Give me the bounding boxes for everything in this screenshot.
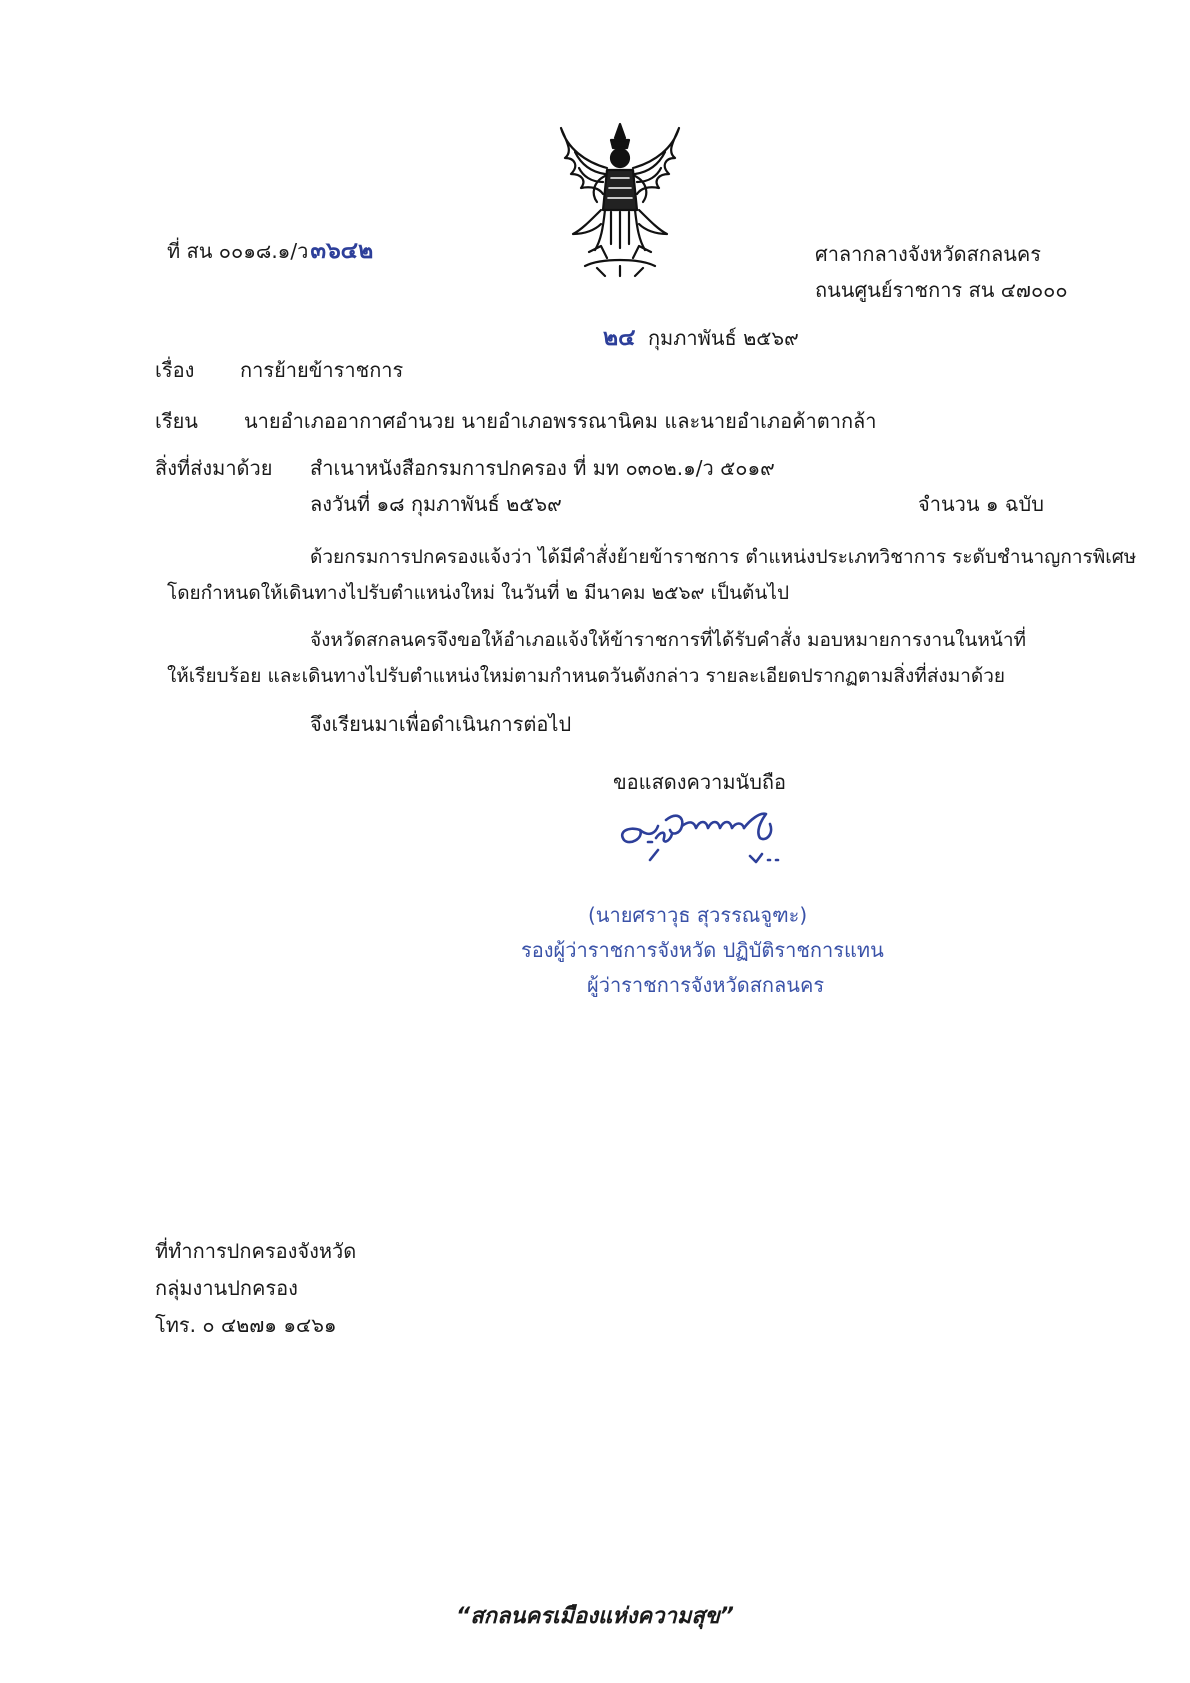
date-month-year: กุมภาพันธ์ ๒๕๖๙ (647, 326, 799, 350)
footer-group: กลุ่มงานปกครอง (155, 1276, 298, 1300)
signer-title-1: รองผู้ว่าราชการจังหวัด ปฏิบัติราชการแทน (521, 938, 884, 962)
enclosure-line2: ลงวันที่ ๑๘ กุมภาพันธ์ ๒๕๖๙ (310, 492, 562, 516)
footer-department: ที่ทำการปกครองจังหวัด (155, 1239, 357, 1263)
reference-prefix: ที่ สน ๐๐๑๘.๑/ว (167, 239, 309, 263)
enclosure-label: สิ่งที่ส่งมาด้วย (155, 456, 273, 480)
paragraph-1-line-1: ด้วยกรมการปกครองแจ้งว่า ได้มีคำสั่งย้ายข้าราชการ ตำแหน่งประเภทวิชาการ ระดับชำนาญการพิเศษ (310, 546, 1137, 568)
to-value: นายอำเภออากาศอำนวย นายอำเภอพรรณานิคม และนายอำเภอค้าตากล้า (244, 409, 877, 433)
garuda-emblem-icon (545, 118, 695, 278)
date-day-handwritten: ๒๔ (603, 324, 636, 351)
reference-number-handwritten: ๓๖๔๒ (310, 237, 374, 264)
enclosure-line1: สำเนาหนังสือกรมการปกครอง ที่ มท ๐๓๐๒.๑/ว ๕๐๑๙ (310, 456, 775, 480)
signer-name: (นายศราวุธ สุวรรณจูฑะ) (588, 903, 808, 927)
footer-phone: โทร. ๐ ๔๒๗๑ ๑๔๖๑ (155, 1313, 337, 1337)
enclosure-count: จำนวน ๑ ฉบับ (918, 492, 1044, 516)
reference-number (167, 238, 373, 264)
paragraph-2-line-2: ให้เรียบร้อย และเดินทางไปรับตำแหน่งใหม่ตามกำหนดวันดังกล่าว รายละเอียดปรากฏตามสิ่งที่ส่งมาด้วย (167, 665, 1006, 687)
handwritten-signature (610, 798, 820, 868)
paragraph-3: จึงเรียนมาเพื่อดำเนินการต่อไป (310, 712, 572, 736)
subject-value: การย้ายข้าราชการ (240, 358, 404, 382)
office-name: ศาลากลางจังหวัดสกลนคร (815, 242, 1042, 266)
to-label: เรียน (155, 409, 198, 433)
paragraph-1-line-2: โดยกำหนดให้เดินทางไปรับตำแหน่งใหม่ ในวันที่ ๒ มีนาคม ๒๕๖๙ เป็นต้นไป (167, 582, 789, 604)
office-address: ถนนศูนย์ราชการ สน ๔๗๐๐๐ (815, 278, 1068, 302)
signer-title-2: ผู้ว่าราชการจังหวัดสกลนคร (587, 973, 825, 997)
closing-salutation: ขอแสดงความนับถือ (613, 770, 787, 794)
paragraph-2-line-1: จังหวัดสกลนครจึงขอให้อำเภอแจ้งให้ข้าราชการที่ได้รับคำสั่ง มอบหมายการงานในหน้าที่ (310, 629, 1027, 651)
subject-label: เรื่อง (155, 358, 195, 382)
letter-date (603, 325, 799, 351)
footer-slogan: “สกลนครเมืองแห่งความสุข” (456, 1604, 734, 1629)
